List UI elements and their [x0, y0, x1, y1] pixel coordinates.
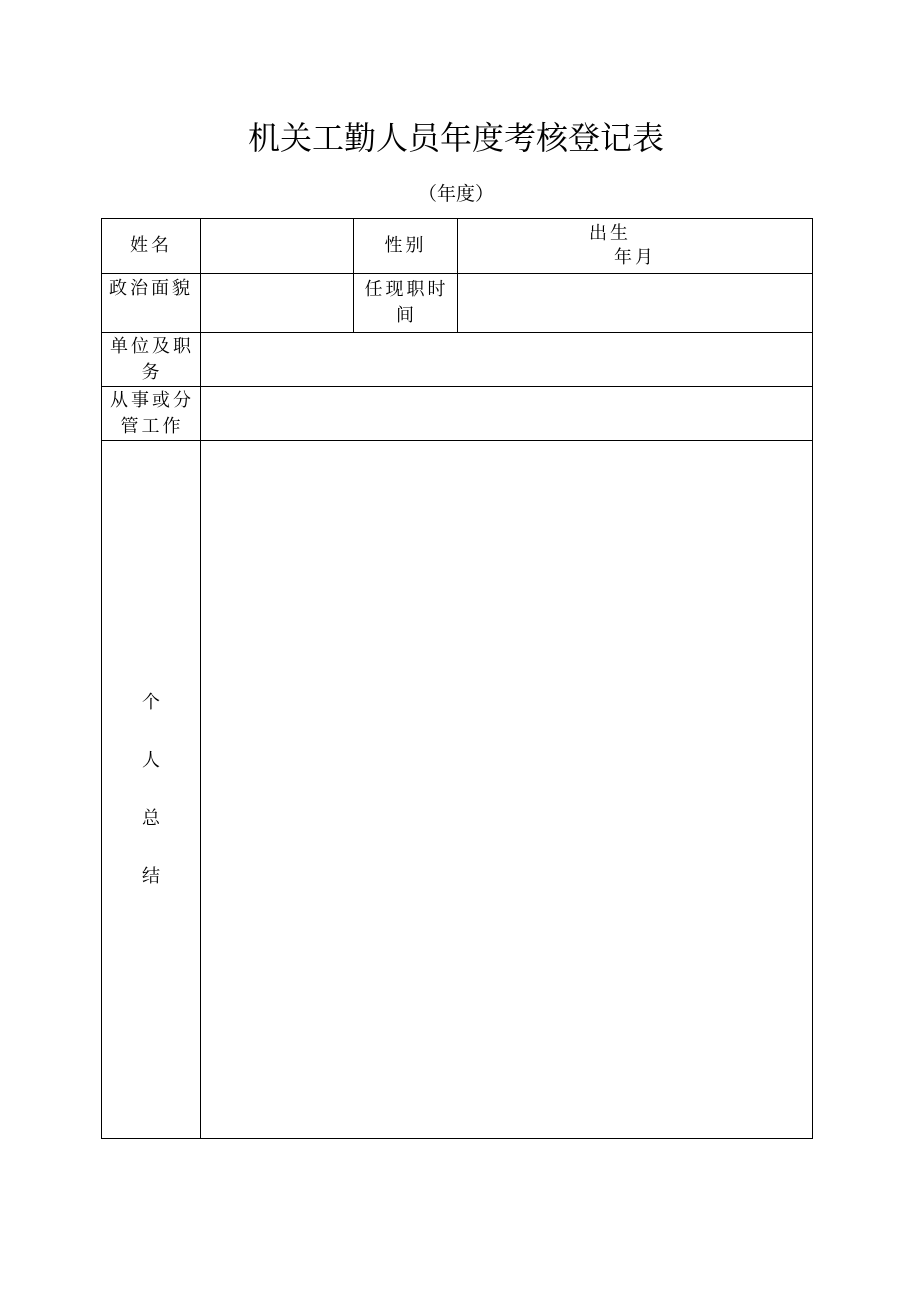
gender-label: 性别	[354, 219, 458, 274]
summary-label-char: 总	[142, 807, 160, 829]
appointment-time-field[interactable]	[458, 274, 813, 333]
summary-label-char: 人	[142, 749, 160, 771]
form-row-work	[102, 387, 813, 441]
name-label: 姓名	[102, 219, 201, 274]
work-field[interactable]	[201, 387, 813, 441]
personal-summary-label	[102, 441, 201, 1139]
summary-label-char: 结	[142, 865, 160, 887]
personal-summary-field[interactable]	[201, 441, 813, 1139]
form-row-summary	[102, 441, 813, 1139]
political-status-label: 政治面貌	[102, 274, 201, 333]
unit-position-label: 单位及职务	[102, 333, 201, 387]
name-field[interactable]	[201, 219, 354, 274]
work-label: 从事或分管工作	[102, 387, 201, 441]
form-row-name	[102, 219, 813, 274]
summary-label-char: 个	[142, 691, 160, 713]
birth-date-cell[interactable]	[458, 219, 813, 274]
appointment-time-label: 任现职时间	[354, 274, 458, 333]
unit-position-field[interactable]	[201, 333, 813, 387]
page-subtitle: （年度）	[417, 183, 494, 205]
page-title: 机关工勤人员年度考核登记表	[247, 119, 664, 157]
form-row-unit	[102, 333, 813, 387]
form-row-political	[102, 274, 813, 333]
registration-form-table	[101, 218, 813, 1139]
birth-label-line1: 出生	[589, 223, 631, 244]
birth-label-line2: 年月	[614, 247, 656, 268]
political-status-field[interactable]	[201, 274, 354, 333]
